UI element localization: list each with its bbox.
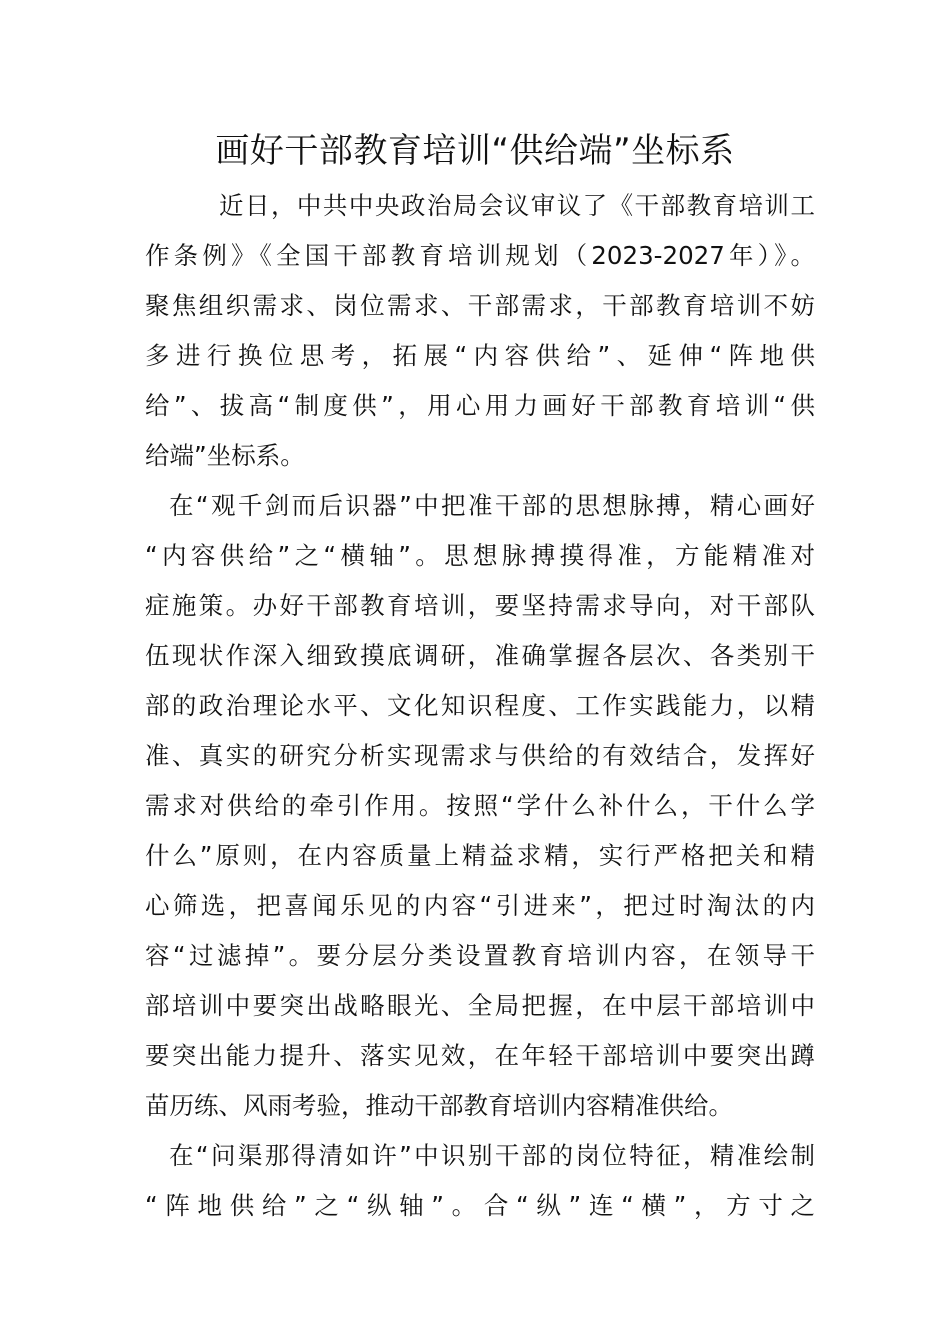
paragraph-1 bbox=[145, 181, 815, 481]
document-title: 画好干部教育培训“供给端”坐标系 bbox=[215, 131, 735, 171]
text-line: 在“观千剑而后识器”中把准干部的思想脉搏，精心画好 bbox=[169, 491, 815, 520]
text-line: 近日，中共中央政治局会议审议了《干部教育培训工 bbox=[219, 191, 815, 220]
paragraph-3 bbox=[145, 1131, 815, 1231]
text-line: 部培训中要突出战略眼光、全局把握，在中层干部培训中 bbox=[145, 991, 815, 1020]
text-line: 容“过滤掉”。要分层分类设置教育培训内容，在领导干 bbox=[145, 941, 815, 970]
text-line: 给端”坐标系。 bbox=[145, 441, 305, 470]
text-line: 在“问渠那得清如许”中识别干部的岗位特征，精准绘制 bbox=[169, 1141, 815, 1170]
text-line: 部的政治理论水平、文化知识程度、工作实践能力，以精 bbox=[145, 691, 815, 720]
text-line: 要突出能力提升、落实见效，在年轻干部培训中要突出蹲 bbox=[145, 1041, 815, 1070]
text-line: 伍现状作深入细致摸底调研，准确掌握各层次、各类别干 bbox=[145, 641, 815, 670]
text-line: 症施策。办好干部教育培训，要坚持需求导向，对干部队 bbox=[145, 591, 815, 620]
document-body bbox=[145, 181, 815, 1231]
text-line: 什么”原则，在内容质量上精益求精，实行严格把关和精 bbox=[145, 841, 815, 870]
text-line: 苗历练、风雨考验，推动干部教育培训内容精准供给。 bbox=[145, 1091, 733, 1120]
text-line: 给”、拔高“制度供”，用心用力画好干部教育培训“供 bbox=[145, 391, 815, 420]
text-line: 作条例》《全国干部教育培训规划（2023-2027年）》。 bbox=[145, 241, 815, 270]
text-line: 需求对供给的牵引作用。按照“学什么补什么，干什么学 bbox=[145, 791, 815, 820]
text-line: “阵地供给”之“纵轴”。合“纵”连“横”，方寸之 bbox=[145, 1191, 815, 1220]
text-line: 聚焦组织需求、岗位需求、干部需求，干部教育培训不妨 bbox=[145, 291, 815, 320]
text-line: 准、真实的研究分析实现需求与供给的有效结合，发挥好 bbox=[145, 741, 815, 770]
text-line: 多进行换位思考，拓展“内容供给”、延伸“阵地供 bbox=[145, 341, 815, 370]
text-line: 心筛选，把喜闻乐见的内容“引进来”，把过时淘汰的内 bbox=[145, 891, 815, 920]
text-line: “内容供给”之“横轴”。思想脉搏摸得准，方能精准对 bbox=[145, 541, 815, 570]
paragraph-2 bbox=[145, 481, 815, 1131]
